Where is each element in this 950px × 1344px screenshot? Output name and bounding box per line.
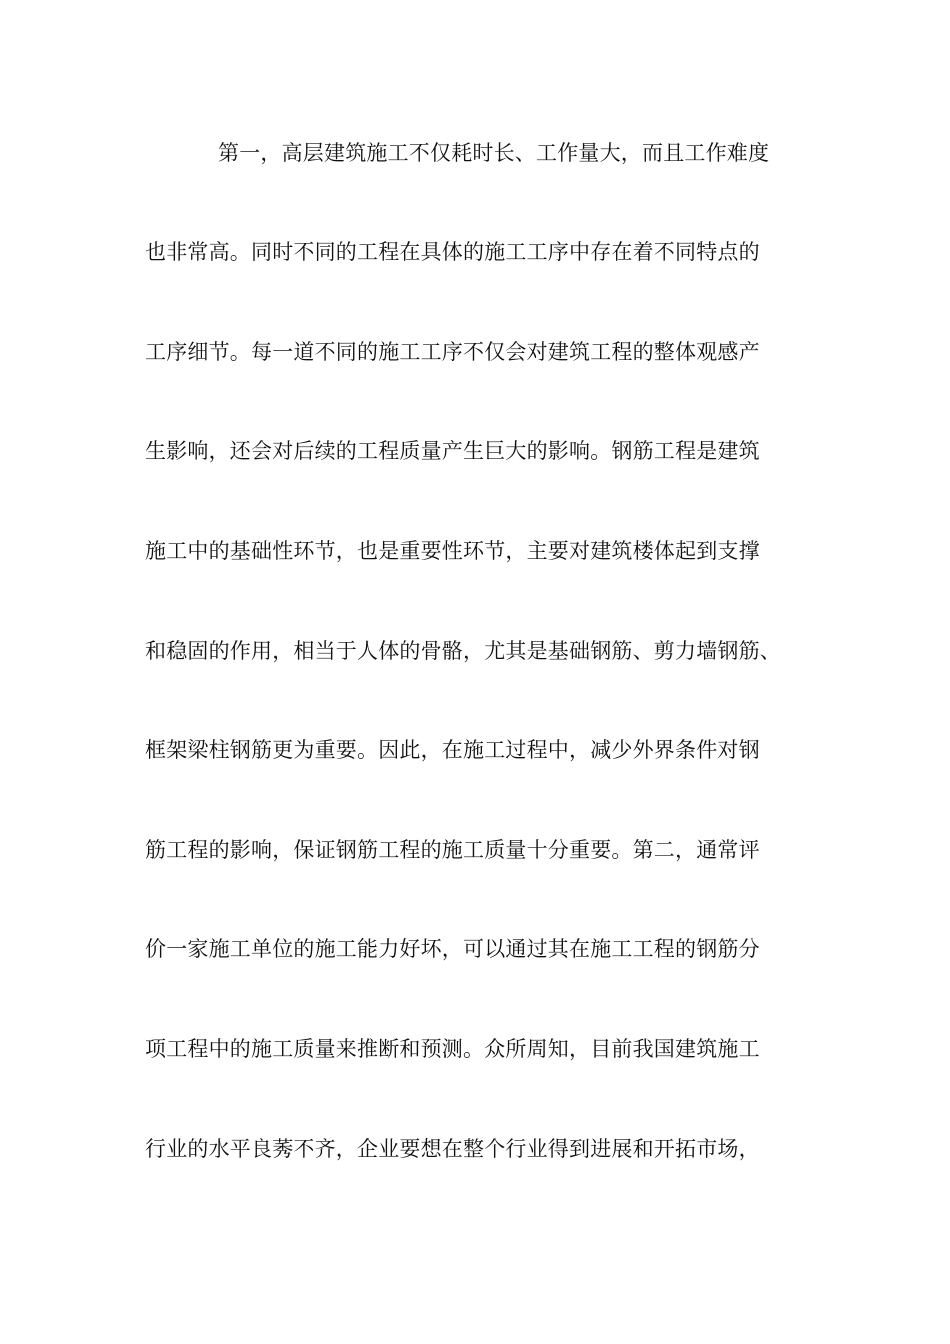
paragraph-line-10: 项工程中的施工质量来推断和预测。众所周知，目前我国建筑施工 (145, 1037, 760, 1061)
paragraph-line-2: 也非常高。同时不同的工程在具体的施工工序中存在着不同特点的 (145, 240, 760, 264)
paragraph-line-5: 施工中的基础性环节，也是重要性环节，主要对建筑楼体起到支撑 (145, 539, 760, 563)
paragraph-line-7: 框架梁柱钢筋更为重要。因此，在施工过程中，减少外界条件对钢 (145, 738, 760, 762)
paragraph-line-4: 生影响，还会对后续的工程质量产生巨大的影响。钢筋工程是建筑 (145, 439, 760, 463)
paragraph-line-1: 第一，高层建筑施工不仅耗时长、工作量大，而且工作难度 (218, 141, 770, 165)
paragraph-line-3: 工序细节。每一道不同的施工工序不仅会对建筑工程的整体观感产 (145, 340, 760, 364)
paragraph-line-11: 行业的水平良莠不齐，企业要想在整个行业得到进展和开拓市场， (145, 1137, 760, 1161)
paragraph-line-6: 和稳固的作用，相当于人体的骨骼，尤其是基础钢筋、剪力墙钢筋、 (145, 639, 781, 663)
paragraph-line-9: 价一家施工单位的施工能力好坏，可以通过其在施工工程的钢筋分 (145, 937, 760, 961)
paragraph-line-8: 筋工程的影响，保证钢筋工程的施工质量十分重要。第二，通常评 (145, 838, 760, 862)
